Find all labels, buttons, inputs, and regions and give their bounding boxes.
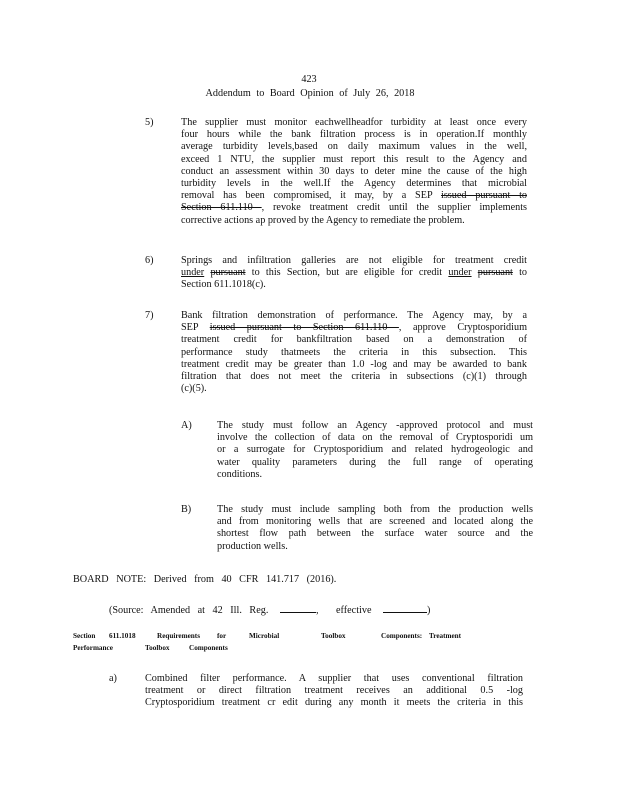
item-text-line [181,154,527,166]
item-text-line [181,202,527,214]
item-text-line [181,322,527,334]
text-run: The supplier must monitor eachwellheadfor turbidity at least once every [181,117,527,128]
subitem-text-line: and from monitoring wells that are screened and located along the [217,516,533,528]
section-heading-word: Requirements [157,632,200,640]
text-run: corrective actions ap proved by the Agency to remediate the problem. [181,214,465,226]
item-text-line [181,178,527,190]
subitem-text-line: The study must include sampling both from the production wells [217,504,533,515]
subsection-text-line: Cryptosporidium treatment cr edit during any month it meets the criteria in this [145,697,523,709]
item-marker: 7) [145,310,154,321]
subsection-marker: a) [109,673,117,684]
item-text-line [181,383,207,395]
section-heading-word: Components [189,644,228,652]
item-marker: 6) [145,255,154,266]
subitem-text-line: or a surrogate for Cryptosporidium and related hydrogeologic and [217,444,533,456]
text-run: to [512,267,528,279]
page-number: 423 [301,74,317,85]
source-note [109,603,430,617]
item-text-line [181,279,266,291]
item-text-line [181,371,527,383]
effective-date-blank [383,603,427,613]
text-run: (c)(5). [181,383,207,395]
item-text-line [181,267,527,279]
text-run: , approve Cryptosporidium [398,322,527,334]
item-text-line [181,359,527,371]
item-text-line [181,117,527,129]
source-close: ) [427,605,431,616]
board-note: BOARD NOTE: Derived from 40 CFR 141.717 (2016). [73,574,337,585]
text-run: conduct an assessment within 30 days to deter mine the cause of the high [181,165,527,177]
source-comma: , [315,605,319,616]
text-run: SEP [181,322,210,334]
item-marker: 5) [145,117,154,128]
section-heading [73,632,493,656]
subitem-text-line: The study must follow an Agency -approved protocol and must [217,420,533,431]
struck-text: pursuant [210,267,246,279]
text-run: to this Section, but are eligible for credit [245,267,449,279]
page-title: Addendum to Board Opinion of July 26, 2018 [205,88,415,99]
text-run: Section 611.1018(c). [181,279,266,291]
section-heading-word: Microbial [249,632,280,640]
section-heading-word: for [217,632,227,640]
subitem-text-line: shortest flow path between the surface water source and the [217,528,533,540]
struck-text: issued pursuant to Section 611.110 [209,322,399,334]
register-page-blank [280,603,316,613]
source-prefix: (Source: Amended at 42 Ill. Reg. [109,605,269,616]
item-text-line [181,310,527,322]
section-heading-word: Components: [381,632,423,640]
subitem-marker: B) [181,504,192,515]
inserted-text: under [448,267,472,279]
inserted-text: under [181,267,205,279]
text-run: filtration that does not meet the criteria in subsections (c)(1) through [181,371,527,382]
text-run: four hours while the bank filtration process is in operation.If monthly [181,129,527,141]
item-text-line [181,255,527,267]
item-text-line [181,215,465,227]
text-run: exceed 1 NTU, the supplier must report this result to the Agency and [181,153,527,165]
text-run: , revoke treatment credit until the supplier implements [261,202,527,214]
section-heading-word: Performance [73,644,113,652]
item-text-line [181,347,527,359]
subitem-text-line: conditions. [217,468,262,480]
text-run: Bank filtration demonstration of performance. The Agency may, by a [181,310,527,321]
text-run: average turbidity levels,based on daily maximum values in the well, [181,141,527,153]
subitem-text-line: production wells. [217,540,288,552]
item-text-line [181,141,527,153]
text-run: removal has been compromised, it may, by a SEP [181,190,441,202]
subsection-text-line: treatment or direct filtration treatment receives an additional 0.5 -log [145,685,523,697]
text-run: performance study thatmeets the criteria in this subsection. This [181,346,527,358]
item-text-line [181,190,527,202]
struck-text: Section 611.110 [181,202,262,214]
struck-text: pursuant [477,267,513,279]
subitem-text-line: water quality parameters during the full range of operating [217,456,533,468]
section-heading-word: Toolbox [145,644,170,652]
item-text-line [181,166,527,178]
section-heading-line2 [73,644,493,656]
source-effective: effective [336,605,372,616]
section-heading-word: Toolbox [321,632,346,640]
text-run: turbidity levels in the well.If the Agency determines that microbial [181,178,527,189]
section-heading-word: Section [73,632,96,640]
item-text-line [181,129,527,141]
item-text-line [181,334,527,346]
section-heading-line1 [73,632,493,644]
subitem-marker: A) [181,420,192,431]
subsection-text-line: Combined filter performance. A supplier that uses conventional filtration [145,673,523,684]
text-run: treatment credit may be greater than 1.0 -log and may be awarded to bank [181,358,527,370]
section-heading-word: Treatment [429,632,462,640]
section-heading-word: 611.1018 [109,632,136,640]
subitem-text-line: involve the collection of data on the removal of Cryptosporidi um [217,432,533,444]
text-run: Springs and infiltration galleries are not eligible for treatment credit [181,255,527,266]
struck-text: issued pursuant to [441,190,527,202]
text-run: treatment credit for bankfiltration based on a demonstration of [181,334,527,346]
